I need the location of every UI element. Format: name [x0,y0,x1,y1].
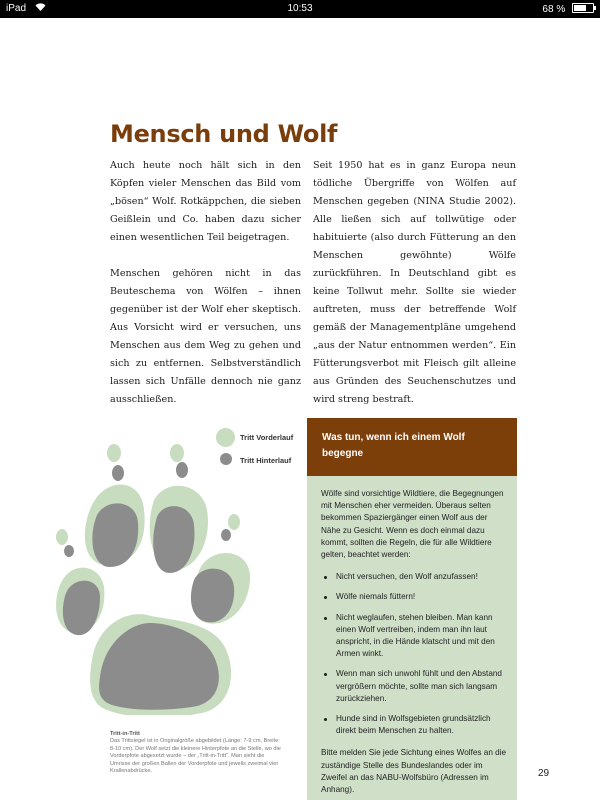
front-claw [228,514,240,530]
battery-icon [572,3,594,13]
legend-front-label: Tritt Vorderlauf [240,433,294,442]
hind-toe [63,581,100,635]
infobox-body [307,476,517,800]
caption-title: Tritt-in-Tritt [110,731,140,737]
text-column-right [313,157,516,427]
clock: 10:53 [287,3,313,14]
list-item: Nicht versuchen, den Wolf anzufassen! [321,571,509,583]
front-claw [170,444,184,462]
front-claw [56,529,68,545]
list-item: Wölfe niemals füttern! [321,591,509,603]
hind-toe [92,503,138,567]
list-item: Hunde sind in Wolfsgebieten grundsätzlich direkt beim Menschen zu halten. [321,713,509,737]
text-column-left [110,157,301,427]
figure-caption [110,731,285,775]
caption-text: Das Trittsiegel ist in Originalgröße abgebildet (Länge: 7-9 cm, Breite: 8-10 cm). Der Wolf setzt die kleinere Hinterpfote an die Stelle, wo die Vorderpfote abgesetzt wurde – der „Tritt-in-Tritt“. Man sieht die Umrisse der großen Ballen der Vorderpfote und jeweils zweimal vier Krallenabdrücke. [110,738,281,775]
status-bar [0,0,600,18]
hind-claw [176,462,188,478]
infobox-list [321,571,509,737]
paragraph: Auch heute noch hält sich in den Köpfen vieler Menschen das Bild vom „bösen“ Wolf. Rotkäppchen, die sieben Geißlein und Co. haben dazu sicher einen wesentlichen Teil beigetragen. [110,160,301,243]
hind-claw [64,545,74,557]
infobox-header [307,418,517,476]
infobox-intro: Wölfe sind vorsichtige Wildtiere, die Begegnungen mit Menschen eher vermeiden. Überaus selten bekommen Spaziergänger einen Wolf aus der Nähe zu Gesicht. Wenn es doch einmal dazu kommt, sollten die Regeln, die für alle Wildtiere gelten, beachtet werden: [321,489,504,560]
list-item: Nicht weglaufen, stehen bleiben. Man kann einen Wolf vertreiben, indem man ihn laut anspricht, in die Hände klatscht und mit den Armen winkt. [321,612,509,661]
paragraph: Seit 1950 hat es in ganz Europa neun tödliche Übergriffe von Wölfen auf Menschen gegeben (NINA Studie 2002). Alle ließen sich auf tollwütige oder habituierte (also durch Fütterung an den Menschen gewöhnte) Wölfe zurückführen. In Deutschland gibt es keine Tollwut mehr. Sollte sie wieder auftreten, muss der betreffende Wolf gemäß der Managementpläne umgehend „aus der Natur entnommen werden“. Ein Fütterungsverbot mit Fleisch gilt alleine aus Gründen des Seuchenschutzes und wird streng bestraft. [313,160,516,405]
infobox-outro: Bitte melden Sie jede Sichtung eines Wolfes an die zuständige Stelle des Bundeslandes oder im Zweifel an das NABU-Wolfsbüro (Adressen im Anhang). [321,748,507,795]
device-label: iPad [6,3,27,14]
legend-hind-label: Tritt Hinterlauf [240,456,292,465]
hind-claw [221,529,231,541]
battery-fill [574,5,586,11]
battery-percent: 68 % [542,4,566,15]
list-item: Wenn man sich unwohl fühlt und den Abstand vergrößern möchte, sollte man sich langsam zurückziehen. [321,668,509,705]
front-claw [107,444,121,462]
page-title: Mensch und Wolf [110,120,338,148]
paw-print-illustration [52,415,302,715]
hind-claw [112,465,124,481]
page-number: 29 [538,768,550,779]
infobox-title: Was tun, wenn ich einem Wolf begegne [322,432,465,459]
paragraph: Menschen gehören nicht in das Beuteschema von Wölfen – ihnen gegenüber ist der Wolf eher skeptisch. Aus Vorsicht wird er versuchen, uns Menschen aus dem Weg zu gehen und sich zu entfernen. Selbstverständlich lassen sich Unfälle dennoch nie ganz ausschließen. [110,268,301,405]
